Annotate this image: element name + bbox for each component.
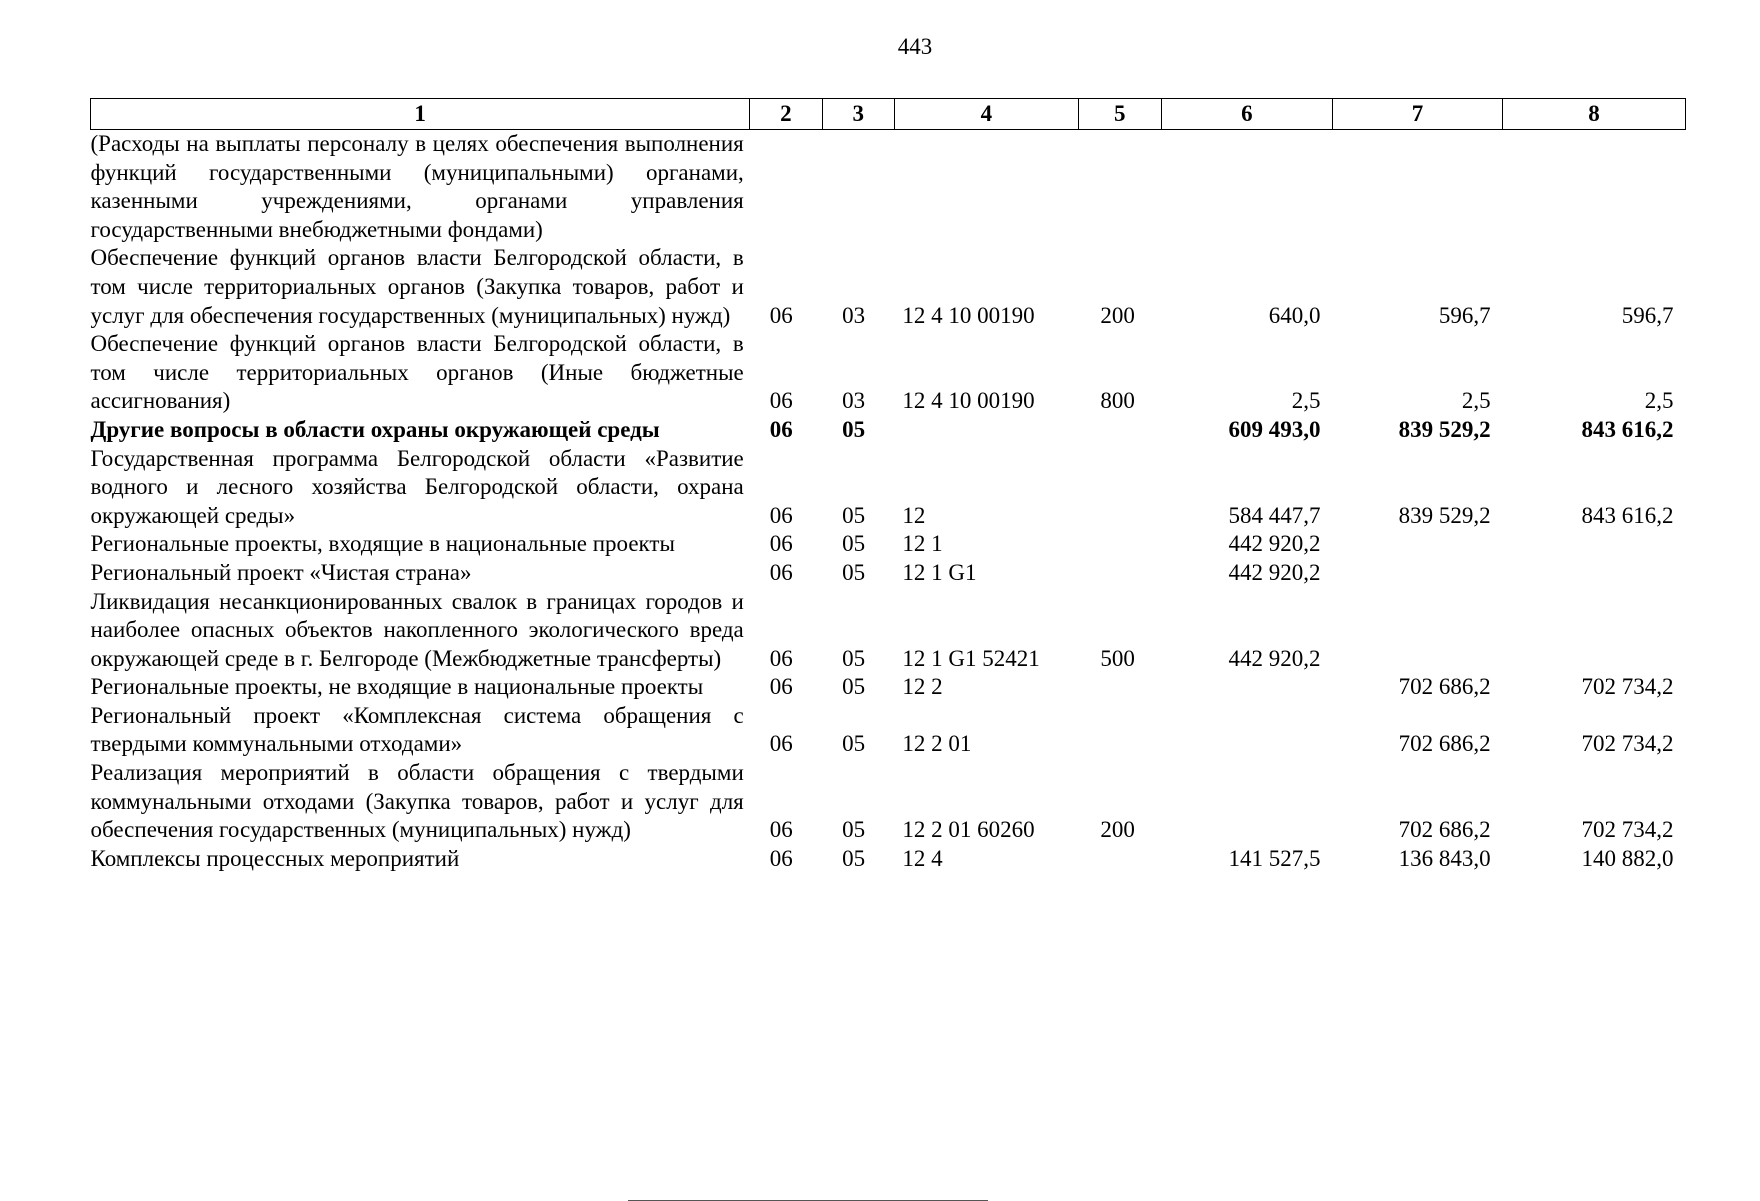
amount-col-8 [1503,530,1686,559]
section-code: 06 [769,817,793,843]
amount-col-7 [1332,588,1502,674]
column-header-8: 8 [1503,99,1686,130]
amount-col-7: 839 529,2 [1398,502,1491,528]
column-header-5: 5 [1078,99,1161,130]
table-row [91,559,1686,588]
section-code: 06 [769,559,793,585]
section-code: 06 [769,302,793,328]
amount-col-8: 596,7 [1621,302,1674,328]
section-code: 06 [769,674,793,700]
amount-col-6: 640,0 [1268,302,1321,328]
row-description: Другие вопросы в области охраны окружающей среды [90,416,660,442]
subsection-code: 05 [842,845,866,871]
amount-col-8: 140 882,0 [1581,845,1674,871]
table-row [91,530,1686,559]
amount-col-6 [1161,130,1332,245]
subsection-code: 03 [842,302,866,328]
amount-col-6: 141 527,5 [1228,845,1321,871]
amount-col-8: 2,5 [1644,388,1674,414]
expense-type-code: 500 [1100,645,1135,671]
amount-col-8 [1503,559,1686,588]
amount-col-7: 839 529,2 [1398,416,1491,442]
target-article-code: 12 4 10 00190 [902,388,1035,414]
column-header-2: 2 [750,99,822,130]
section-code: 06 [769,531,793,557]
target-article-code: 12 2 01 [902,731,972,757]
amount-col-7: 702 686,2 [1398,674,1491,700]
row-description: Региональный проект «Чистая страна» [90,559,472,585]
amount-col-6: 584 447,7 [1228,502,1321,528]
row-description: Обеспечение функций органов власти Белгородской области, в том числе территориальных органов (Закупка товаров, работ и услуг для обеспечения государственных (муниципальных) нужд) [90,245,744,328]
expense-type-code [1078,673,1161,702]
budget-table [90,98,1686,873]
subsection-code: 05 [842,645,866,671]
target-article-code: 12 2 [902,674,943,700]
section-code: 06 [769,416,793,442]
subsection-code [822,130,894,245]
row-description: Региональные проекты, не входящие в национальные проекты [90,674,704,700]
expense-type-code: 200 [1100,817,1135,843]
column-header-7: 7 [1332,99,1502,130]
amount-col-6: 2,5 [1291,388,1321,414]
amount-col-8: 702 734,2 [1581,817,1674,843]
table-row [91,673,1686,702]
row-description: Комплексы процессных мероприятий [90,845,460,871]
section-code [750,130,822,245]
amount-col-7 [1332,530,1502,559]
expense-type-code [1078,445,1161,531]
target-article-code: 12 2 01 60260 [902,817,1035,843]
amount-col-6: 442 920,2 [1228,531,1321,557]
amount-col-8 [1503,130,1686,245]
target-article-code: 12 [902,502,926,528]
amount-col-7: 136 843,0 [1398,845,1491,871]
expense-type-code: 200 [1100,302,1135,328]
subsection-code: 05 [842,531,866,557]
amount-col-6 [1161,702,1332,759]
target-article-code: 12 1 G1 [902,559,977,585]
amount-col-7 [1332,130,1502,245]
subsection-code: 05 [842,502,866,528]
table-row [91,330,1686,416]
expense-type-code [1078,702,1161,759]
subsection-code: 05 [842,559,866,585]
amount-col-7 [1332,559,1502,588]
amount-col-8: 702 734,2 [1581,674,1674,700]
table-row [91,702,1686,759]
page-number: 443 [897,34,933,59]
amount-col-7: 702 686,2 [1398,731,1491,757]
amount-col-7: 2,5 [1461,388,1491,414]
row-description: Реализация мероприятий в области обращения с твердыми коммунальными отходами (Закупка товаров, работ и услуг для обеспечения государственных (муниципальных) нужд) [90,760,744,843]
amount-col-6 [1161,759,1332,845]
section-code: 06 [769,845,793,871]
expense-type-code [1078,845,1161,874]
amount-col-6: 609 493,0 [1228,416,1321,442]
amount-col-6 [1161,673,1332,702]
row-description: (Расходы на выплаты персоналу в целях обеспечения выполнения функций государственными (муниципальными) органами, казенными учреждениями, органами управления государственными внебюджетными фондами) [90,131,744,242]
expense-type-code [1078,416,1161,445]
expense-type-code [1078,559,1161,588]
header-row [91,99,1686,130]
table-row [91,416,1686,445]
table-row [91,445,1686,531]
target-article-code [894,416,1078,445]
row-description: Обеспечение функций органов власти Белгородской области, в том числе территориальных органов (Иные бюджетные ассигнования) [90,331,744,414]
row-description: Региональные проекты, входящие в национальные проекты [90,531,675,557]
subsection-code: 05 [842,817,866,843]
section-code: 06 [769,502,793,528]
target-article-code: 12 1 G1 52421 [902,645,1040,671]
subsection-code: 03 [842,388,866,414]
section-code: 06 [769,645,793,671]
target-article-code: 12 4 10 00190 [902,302,1035,328]
column-header-6: 6 [1161,99,1332,130]
expense-type-code [1078,530,1161,559]
row-description: Государственная программа Белгородской области «Развитие водного и лесного хозяйства Белгородской области, охрана окружающей среды» [90,445,744,528]
amount-col-8: 843 616,2 [1581,502,1674,528]
table-row [91,244,1686,330]
amount-col-8: 702 734,2 [1581,731,1674,757]
subsection-code: 05 [842,674,866,700]
table-row [91,845,1686,874]
amount-col-7: 702 686,2 [1398,817,1491,843]
section-code: 06 [769,731,793,757]
row-description: Ликвидация несанкционированных свалок в границах городов и наиболее опасных объектов накопленного экологического вреда окружающей среде в г. Белгороде (Межбюджетные трансферты) [90,588,744,671]
section-code: 06 [769,388,793,414]
table-body [91,130,1686,874]
table-row [91,130,1686,245]
target-article-code: 12 4 [902,845,943,871]
target-article-code [894,130,1078,245]
amount-col-8: 843 616,2 [1581,416,1674,442]
expense-type-code [1078,130,1161,245]
column-header-1: 1 [91,99,750,130]
expense-type-code: 800 [1100,388,1135,414]
column-header-4: 4 [894,99,1078,130]
amount-col-6: 442 920,2 [1228,645,1321,671]
amount-col-8 [1503,588,1686,674]
amount-col-6: 442 920,2 [1228,559,1321,585]
subsection-code: 05 [842,416,866,442]
subsection-code: 05 [842,731,866,757]
budget-table-container [90,98,1686,873]
table-row [91,588,1686,674]
amount-col-7: 596,7 [1438,302,1491,328]
table-row [91,759,1686,845]
column-header-3: 3 [822,99,894,130]
row-description: Региональный проект «Комплексная система обращения с твердыми коммунальными отходами» [90,702,744,757]
target-article-code: 12 1 [902,531,943,557]
